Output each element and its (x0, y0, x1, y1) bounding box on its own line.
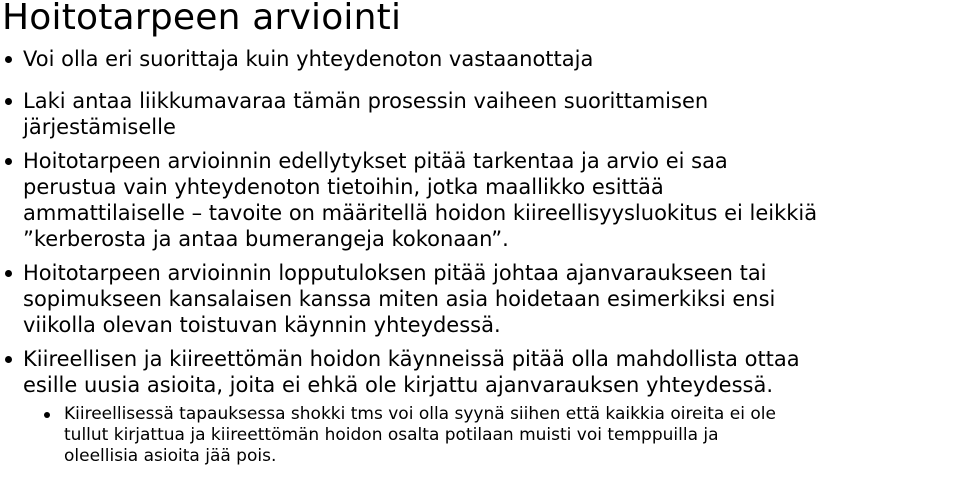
bullet-dot-icon (5, 98, 12, 105)
sub-bullet-text (64, 404, 776, 467)
bullet-line: ammattilaiselle – tavoite on määritellä hoidon kiireellisyysluokitus ei leikkiä (23, 201, 818, 225)
bullet-dot-icon (5, 270, 12, 277)
bullet-dot-icon (5, 56, 12, 63)
bullet-line: järjestämiselle (23, 115, 176, 139)
bullet-line: viikolla olevan toistuvan käynnin yhteydessä. (23, 313, 501, 337)
bullet-line: Voi olla eri suorittaja kuin yhteydenoton vastaanottaja (23, 47, 594, 71)
bullet-dot-icon (5, 158, 12, 165)
bullet-text (23, 46, 593, 72)
bullet-line: Hoitotarpeen arvioinnin lopputuloksen pitää johtaa ajanvaraukseen tai (23, 261, 767, 285)
bullet-text (23, 148, 817, 252)
bullet-dot-icon (5, 356, 12, 363)
bullet-text (23, 88, 708, 140)
bullet-text (23, 260, 775, 338)
bullet-line: Hoitotarpeen arvioinnin edellytykset pitää tarkentaa ja arvio ei saa (23, 149, 728, 173)
sub-bullet-line: Kiireellisessä tapauksessa shokki tms voi olla syynä siihen että kaikkia oireita ei ole (64, 404, 776, 424)
bullet-line: Kiireellisen ja kiireettömän hoidon käynneissä pitää olla mahdollista ottaa (23, 347, 800, 371)
bullet-line: perustua vain yhteydenoton tietoihin, jotka maallikko esittää (23, 175, 664, 199)
bullet-line: Laki antaa liikkumavaraa tämän prosessin vaiheen suorittamisen (23, 89, 709, 113)
bullet-line: esille uusia asioita, joita ei ehkä ole kirjattu ajanvarauksen yhteydessä. (23, 373, 774, 397)
sub-bullet-line: tullut kirjattua ja kiireettömän hoidon osalta potilaan muisti voi temppuilla ja (64, 425, 719, 445)
bullet-line: sopimukseen kansalaisen kanssa miten asia hoidetaan esimerkiksi ensi (23, 287, 776, 311)
bullet-text (23, 346, 800, 398)
sub-bullet-dot-icon (44, 412, 50, 418)
bullet-line: ”kerberosta ja antaa bumerangeja kokonaan”. (23, 227, 509, 251)
slide-title: Hoitotarpeen arviointi (2, 0, 402, 38)
sub-bullet-line: oleellisia asioita jää pois. (64, 446, 277, 466)
